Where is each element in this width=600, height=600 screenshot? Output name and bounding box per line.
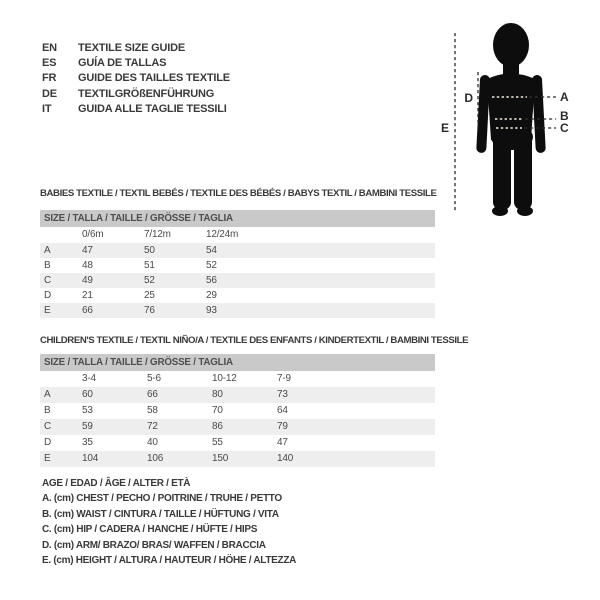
table-cell: 35	[82, 437, 93, 448]
measure-label-c: C	[560, 121, 569, 135]
column-header: 7/12m	[144, 229, 171, 240]
table-row	[40, 303, 435, 318]
row-label: A	[44, 245, 51, 256]
language-row-en	[42, 40, 230, 55]
table-cell: 49	[82, 275, 93, 286]
children-column-header-row	[40, 371, 435, 387]
table-cell: 47	[277, 437, 288, 448]
table-cell: 80	[212, 389, 223, 400]
measurement-legend	[42, 476, 296, 568]
table-cell: 47	[82, 245, 93, 256]
column-header: 12/24m	[206, 229, 239, 240]
table-cell: 76	[144, 305, 155, 316]
table-cell: 64	[277, 405, 288, 416]
language-row-es	[42, 55, 230, 70]
column-header: 5-6	[147, 373, 161, 384]
table-row	[40, 258, 435, 273]
table-row	[40, 288, 435, 303]
language-code: EN	[42, 41, 57, 54]
guide-title-it: GUIDA ALLE TAGLIE TESSILI	[78, 103, 227, 116]
legend-item-chest: A. (cm) CHEST / PECHO / POITRINE / TRUHE / PETTO	[42, 493, 282, 505]
table-cell: 140	[277, 453, 294, 464]
table-row	[40, 403, 435, 419]
row-label: C	[44, 275, 52, 286]
table-cell: 52	[144, 275, 155, 286]
row-label: E	[44, 305, 51, 316]
table-cell: 48	[82, 260, 93, 271]
table-row	[40, 243, 435, 258]
table-cell: 79	[277, 421, 288, 432]
language-code: ES	[42, 57, 57, 70]
column-header: 10-12	[212, 373, 237, 384]
measure-label-a: A	[560, 90, 569, 104]
legend-title: AGE / EDAD / ÂGE / ALTER / ETÀ	[42, 478, 191, 489]
table-cell: 70	[212, 405, 223, 416]
empty-header-cell	[40, 371, 82, 387]
table-cell: 53	[82, 405, 93, 416]
table-cell: 55	[212, 437, 223, 448]
table-cell: 50	[144, 245, 155, 256]
column-header: 0/6m	[82, 229, 104, 240]
table-cell: 54	[206, 245, 217, 256]
column-header: 3-4	[82, 373, 96, 384]
row-label: A	[44, 389, 51, 400]
table-row	[40, 451, 435, 467]
table-cell: 51	[144, 260, 155, 271]
table-cell: 86	[212, 421, 223, 432]
language-code: IT	[42, 103, 52, 116]
column-header: 7-9	[277, 373, 291, 384]
measure-label-e: E	[440, 121, 449, 135]
language-code: DE	[42, 87, 57, 100]
language-row-fr	[42, 71, 230, 86]
table-cell: 150	[212, 453, 229, 464]
language-row-it	[42, 102, 230, 117]
row-label: D	[44, 437, 52, 448]
row-label: D	[44, 290, 52, 301]
children-size-table	[40, 354, 435, 467]
table-cell: 60	[82, 389, 93, 400]
language-title-list	[42, 40, 230, 117]
table-row	[40, 273, 435, 288]
guide-title-en: TEXTILE SIZE GUIDE	[78, 41, 186, 54]
table-cell: 52	[206, 260, 217, 271]
table-cell: 56	[206, 275, 217, 286]
table-row	[40, 387, 435, 403]
babies-size-table	[40, 210, 435, 318]
table-cell: 58	[147, 405, 158, 416]
babies-table-body	[40, 243, 435, 318]
empty-header-cell	[40, 227, 82, 243]
table-cell: 104	[82, 453, 99, 464]
measure-label-b: B	[560, 109, 569, 123]
row-label: B	[44, 405, 51, 416]
row-label: B	[44, 260, 51, 271]
legend-item-hip: C. (cm) HIP / CADERA / HANCHE / HÜFTE / HIPS	[42, 524, 258, 536]
table-cell: 59	[82, 421, 93, 432]
table-cell: 106	[147, 453, 164, 464]
language-code: FR	[42, 72, 57, 85]
language-row-de	[42, 86, 230, 101]
table-cell: 73	[277, 389, 288, 400]
children-section-heading: CHILDREN'S TEXTILE / TEXTIL NIÑO/A / TEXTILE DES ENFANTS / KINDERTEXTIL / BAMBINI TESSILE	[40, 335, 469, 346]
row-label: E	[44, 453, 51, 464]
child-measurement-diagram	[425, 15, 585, 220]
legend-item-height: E. (cm) HEIGHT / ALTURA / HAUTEUR / HÖHE / ALTEZZA	[42, 554, 297, 566]
table-cell: 66	[147, 389, 158, 400]
children-table-body	[40, 387, 435, 467]
guide-title-es: GUÍA DE TALLAS	[78, 57, 167, 70]
babies-column-header-row	[40, 227, 435, 243]
legend-item-waist: B. (cm) WAIST / CINTURA / TAILLE / HÜFTUNG / VITA	[42, 508, 279, 520]
measure-label-d: D	[464, 91, 473, 105]
table-cell: 66	[82, 305, 93, 316]
legend-item-arm: D. (cm) ARM/ BRAZO/ BRAS/ WAFFEN / BRACCIA	[42, 539, 266, 551]
row-label: C	[44, 421, 52, 432]
table-row	[40, 435, 435, 451]
table-cell: 25	[144, 290, 155, 301]
size-bar: SIZE / TALLA / TAILLE / GRÖSSE / TAGLIA	[40, 354, 435, 371]
table-cell: 93	[206, 305, 217, 316]
table-cell: 29	[206, 290, 217, 301]
table-cell: 72	[147, 421, 158, 432]
size-bar: SIZE / TALLA / TAILLE / GRÖSSE / TAGLIA	[40, 210, 435, 227]
table-cell: 40	[147, 437, 158, 448]
table-cell: 21	[82, 290, 93, 301]
table-row	[40, 419, 435, 435]
guide-title-de: TEXTILGRÖßENFÜHRUNG	[78, 87, 215, 100]
babies-section-heading: BABIES TEXTILE / TEXTIL BEBÉS / TEXTILE DES BÉBÉS / BABYS TEXTIL / BAMBINI TESSILE	[40, 188, 437, 199]
guide-title-fr: GUIDE DES TAILLES TEXTILE	[78, 72, 230, 85]
